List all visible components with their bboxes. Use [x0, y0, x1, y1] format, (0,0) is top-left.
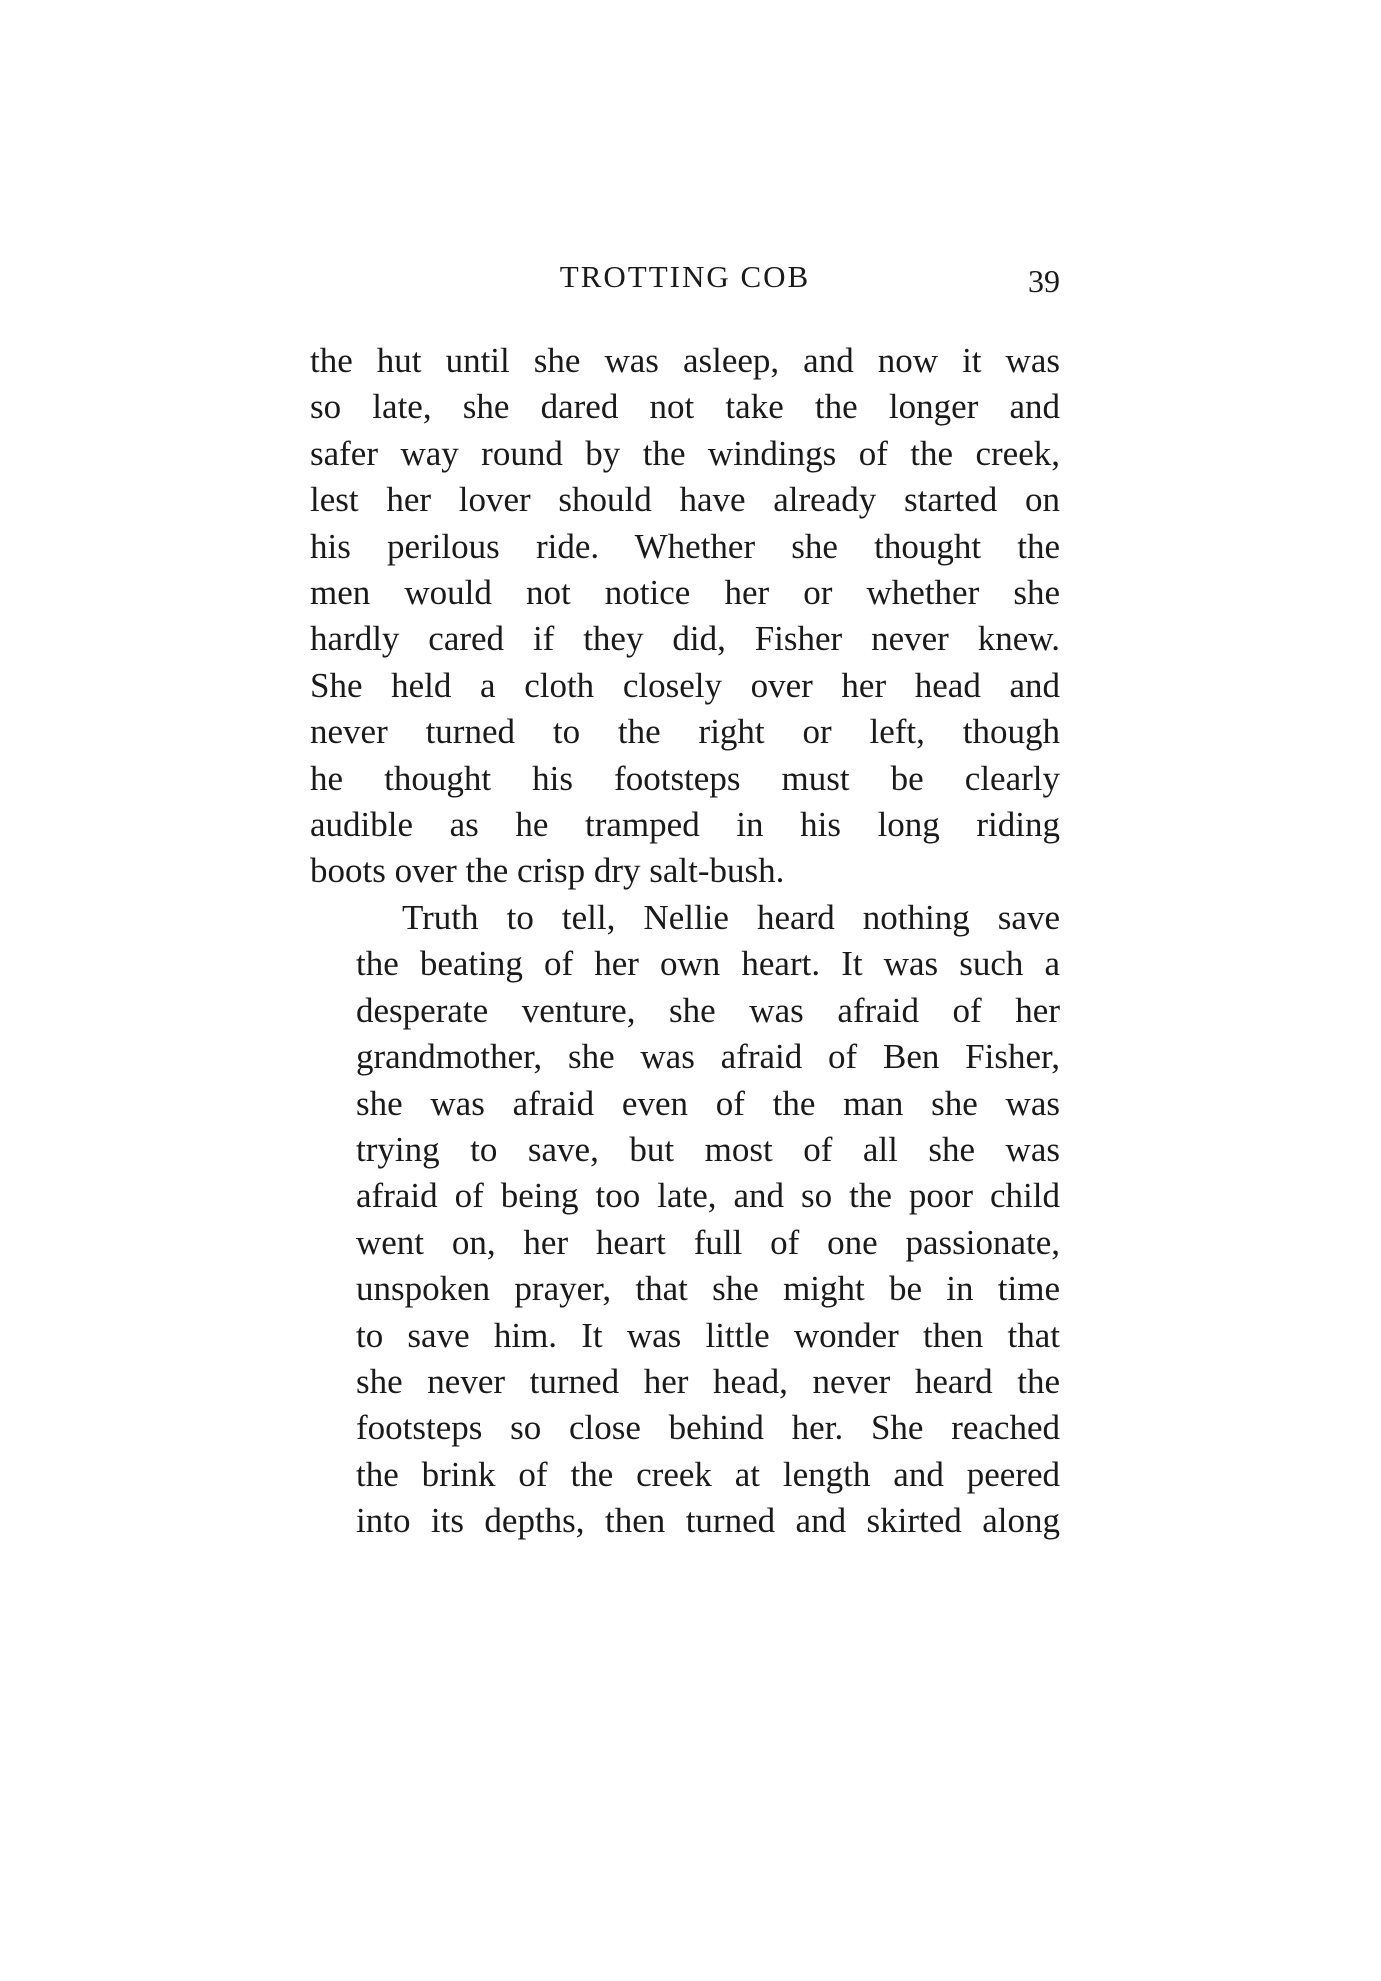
text-line: safer way round by the windings of the creek,: [310, 433, 1060, 473]
text-line: audible as he tramped in his long riding: [310, 805, 1060, 845]
paragraph-continued: [310, 338, 1060, 895]
text-line: afraid of being too late, and so the poor child: [356, 1176, 1060, 1216]
text-line: hardly cared if they did, Fisher never knew.: [310, 619, 1060, 659]
text-line: the brink of the creek at length and peered: [356, 1454, 1060, 1494]
text-line: he thought his footsteps must be clearly: [310, 758, 1060, 798]
text-line: his perilous ride. Whether she thought the: [310, 526, 1060, 566]
text-line: Truth to tell, Nellie heard nothing save: [402, 897, 1060, 937]
text-line: footsteps so close behind her. She reached: [356, 1408, 1060, 1448]
text-line: she was afraid even of the man she was: [356, 1083, 1060, 1123]
text-line: went on, her heart full of one passionate,: [356, 1222, 1060, 1262]
text-line: lest her lover should have already started on: [310, 480, 1060, 520]
paragraph: [310, 895, 1060, 1545]
text-line: boots over the crisp dry salt-bush.: [310, 851, 785, 891]
text-line: into its depths, then turned and skirted along: [356, 1501, 1060, 1541]
text-line: grandmother, she was afraid of Ben Fisher,: [356, 1037, 1060, 1077]
text-line: men would not notice her or whether she: [310, 573, 1060, 613]
text-line: she never turned her head, never heard the: [356, 1361, 1060, 1401]
text-line: never turned to the right or left, though: [310, 712, 1060, 752]
text-line: so late, she dared not take the longer and: [310, 387, 1060, 427]
text-line: She held a cloth closely over her head and: [310, 665, 1060, 705]
text-line: to save him. It was little wonder then that: [356, 1315, 1060, 1355]
text-line: the beating of her own heart. It was such a: [356, 944, 1060, 984]
text-line: unspoken prayer, that she might be in time: [356, 1269, 1060, 1309]
page-number: 39: [1028, 263, 1060, 299]
body-text: [310, 338, 1060, 1545]
text-line: trying to save, but most of all she was: [356, 1129, 1060, 1169]
running-title: TROTTING COB: [559, 259, 811, 294]
text-line: the hut until she was asleep, and now it was: [310, 341, 1060, 380]
text-line: desperate venture, she was afraid of her: [356, 990, 1060, 1030]
running-head: [310, 252, 1060, 302]
